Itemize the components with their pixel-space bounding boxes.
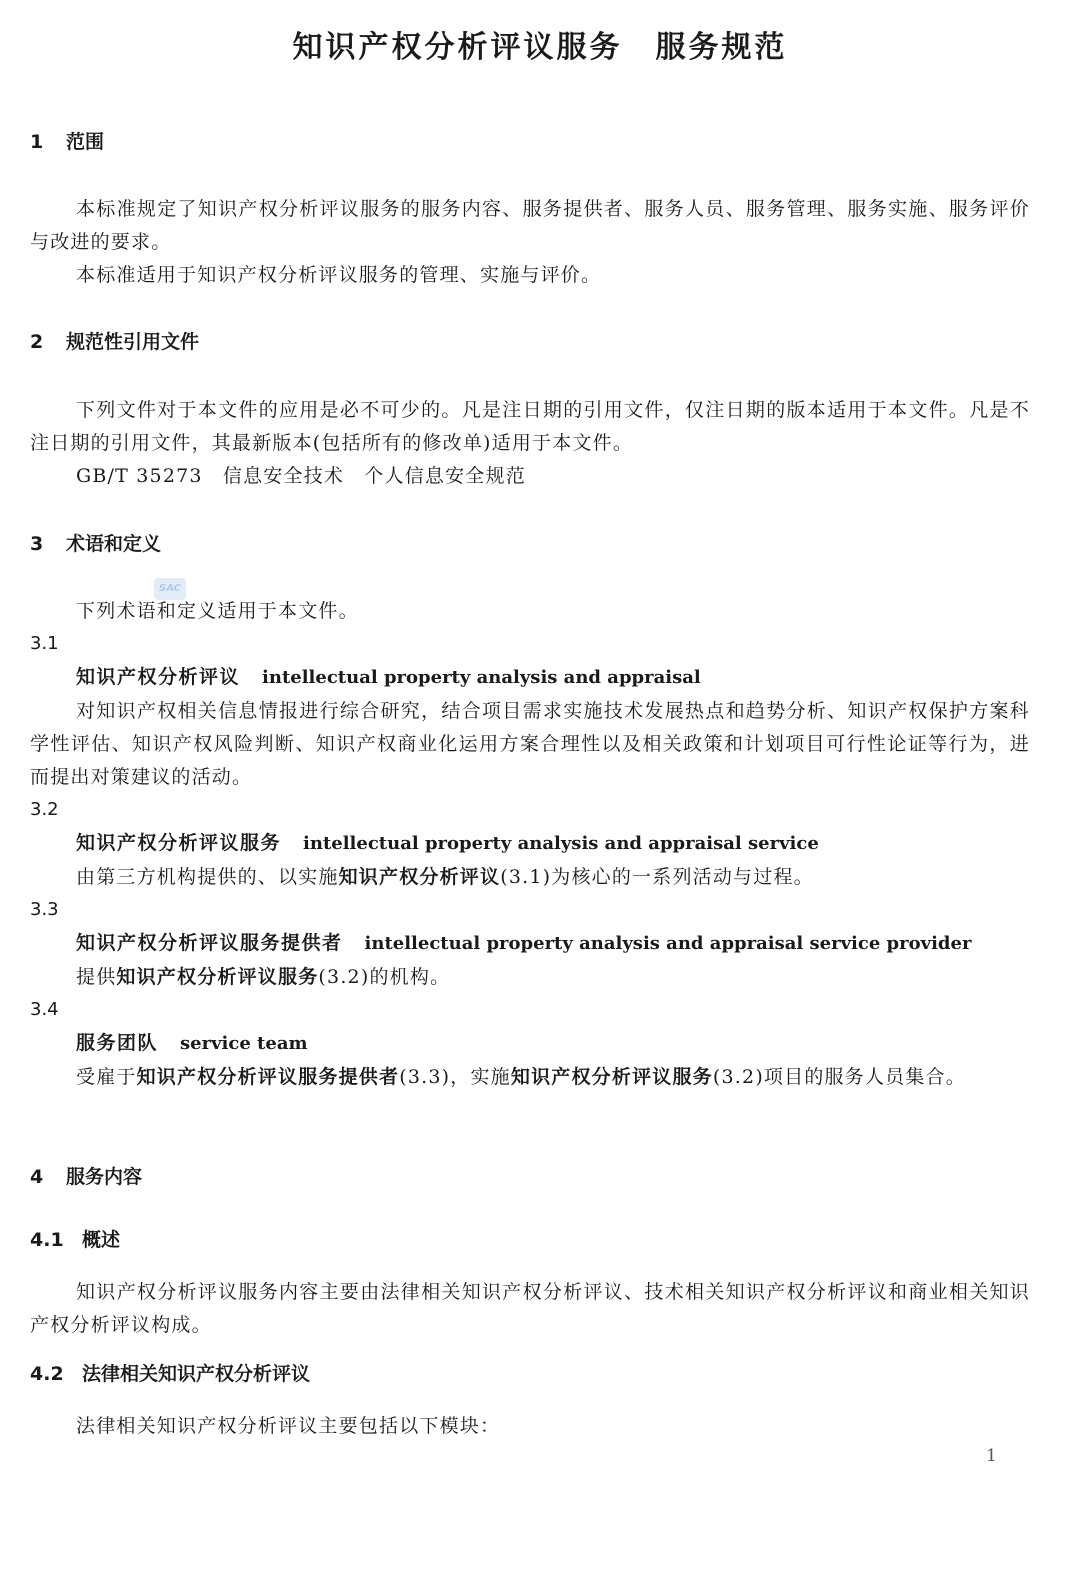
- term-zh: 知识产权分析评议服务提供者: [76, 932, 343, 954]
- section-number: 4.1: [30, 1229, 64, 1251]
- clause-number: 3.1: [30, 633, 59, 654]
- term-zh: 知识产权分析评议服务: [76, 832, 282, 854]
- term-reference: 知识产权分析评议: [338, 866, 501, 888]
- paragraph: 法律相关知识产权分析评议主要包括以下模块：: [76, 1415, 501, 1437]
- paragraph: 下列文件对于本文件的应用是必不可少的。凡是注日期的引用文件，仅注日期的版本适用于本文件。凡是不注日期的引用文件，其最新版本(包括所有的修改单)适用于本文件。: [30, 399, 1030, 454]
- section-3-heading: [30, 530, 161, 558]
- section-number: 1: [30, 131, 44, 153]
- term-en: service team: [180, 1033, 308, 1054]
- term-definition: 由第三方机构提供的、以实施知识产权分析评议(3.1)为核心的一系列活动与过程。: [76, 866, 814, 888]
- section-2-heading: [30, 328, 199, 356]
- section-4-heading: [30, 1163, 142, 1191]
- term-entry: [76, 928, 971, 959]
- subsection-4-1-heading: [30, 1226, 120, 1254]
- term-entry: [76, 662, 701, 693]
- section-number: 3: [30, 533, 44, 555]
- term-zh: 知识产权分析评议: [76, 666, 241, 688]
- term-definition: 提供知识产权分析评议服务(3.2)的机构。: [76, 966, 451, 988]
- term-reference: 知识产权分析评议服务: [510, 1066, 713, 1088]
- term-entry: [76, 1028, 308, 1059]
- section-number: 4: [30, 1166, 44, 1188]
- term-definition: 受雇于知识产权分析评议服务提供者(3.3)，实施知识产权分析评议服务(3.2)项目的服务人员集合。: [76, 1066, 966, 1088]
- term-en: intellectual property analysis and appraisal service provider: [364, 933, 972, 954]
- term-en: intellectual property analysis and appraisal service: [303, 833, 819, 854]
- section-title: 服务内容: [66, 1166, 143, 1188]
- paragraph: 本标准适用于知识产权分析评议服务的管理、实施与评价。: [76, 264, 602, 286]
- section-1-heading: [30, 128, 104, 156]
- section-number: 2: [30, 331, 44, 353]
- term-en: intellectual property analysis and appraisal: [262, 667, 701, 688]
- paragraph: 知识产权分析评议服务内容主要由法律相关知识产权分析评议、技术相关知识产权分析评议和商业相关知识产权分析评议构成。: [30, 1281, 1030, 1336]
- term-definition: 对知识产权相关信息情报进行综合研究，结合项目需求实施技术发展热点和趋势分析、知识产权保护方案科学性评估、知识产权风险判断、知识产权商业化运用方案合理性以及相关政策和计划项目可行性论证等行为，进而提出对策建议的活动。: [30, 700, 1030, 788]
- section-title: 规范性引用文件: [66, 331, 200, 353]
- paragraph: 本标准规定了知识产权分析评议服务的服务内容、服务提供者、服务人员、服务管理、服务实施、服务评价与改进的要求。: [30, 198, 1030, 253]
- term-entry: [76, 828, 819, 859]
- document-title: 知识产权分析评议服务 服务规范: [292, 30, 788, 65]
- term-reference: 知识产权分析评议服务: [116, 966, 319, 988]
- paragraph: 下列术语和定义适用于本文件。: [76, 600, 359, 622]
- section-title: 概述: [82, 1229, 121, 1251]
- clause-number: 3.2: [30, 799, 59, 820]
- sac-watermark: SAC: [154, 578, 186, 600]
- page-number: 1: [986, 1446, 997, 1466]
- section-title: 术语和定义: [66, 533, 162, 555]
- term-zh: 服务团队: [76, 1032, 159, 1054]
- subsection-4-2-heading: [30, 1360, 310, 1388]
- normative-reference: GB/T 35273 信息安全技术 个人信息安全规范: [76, 465, 526, 487]
- term-reference: 知识产权分析评议服务提供者: [136, 1066, 400, 1088]
- section-number: 4.2: [30, 1363, 64, 1385]
- clause-number: 3.3: [30, 899, 59, 920]
- section-title: 法律相关知识产权分析评议: [82, 1363, 311, 1385]
- clause-number: 3.4: [30, 999, 59, 1020]
- section-title: 范围: [66, 131, 105, 153]
